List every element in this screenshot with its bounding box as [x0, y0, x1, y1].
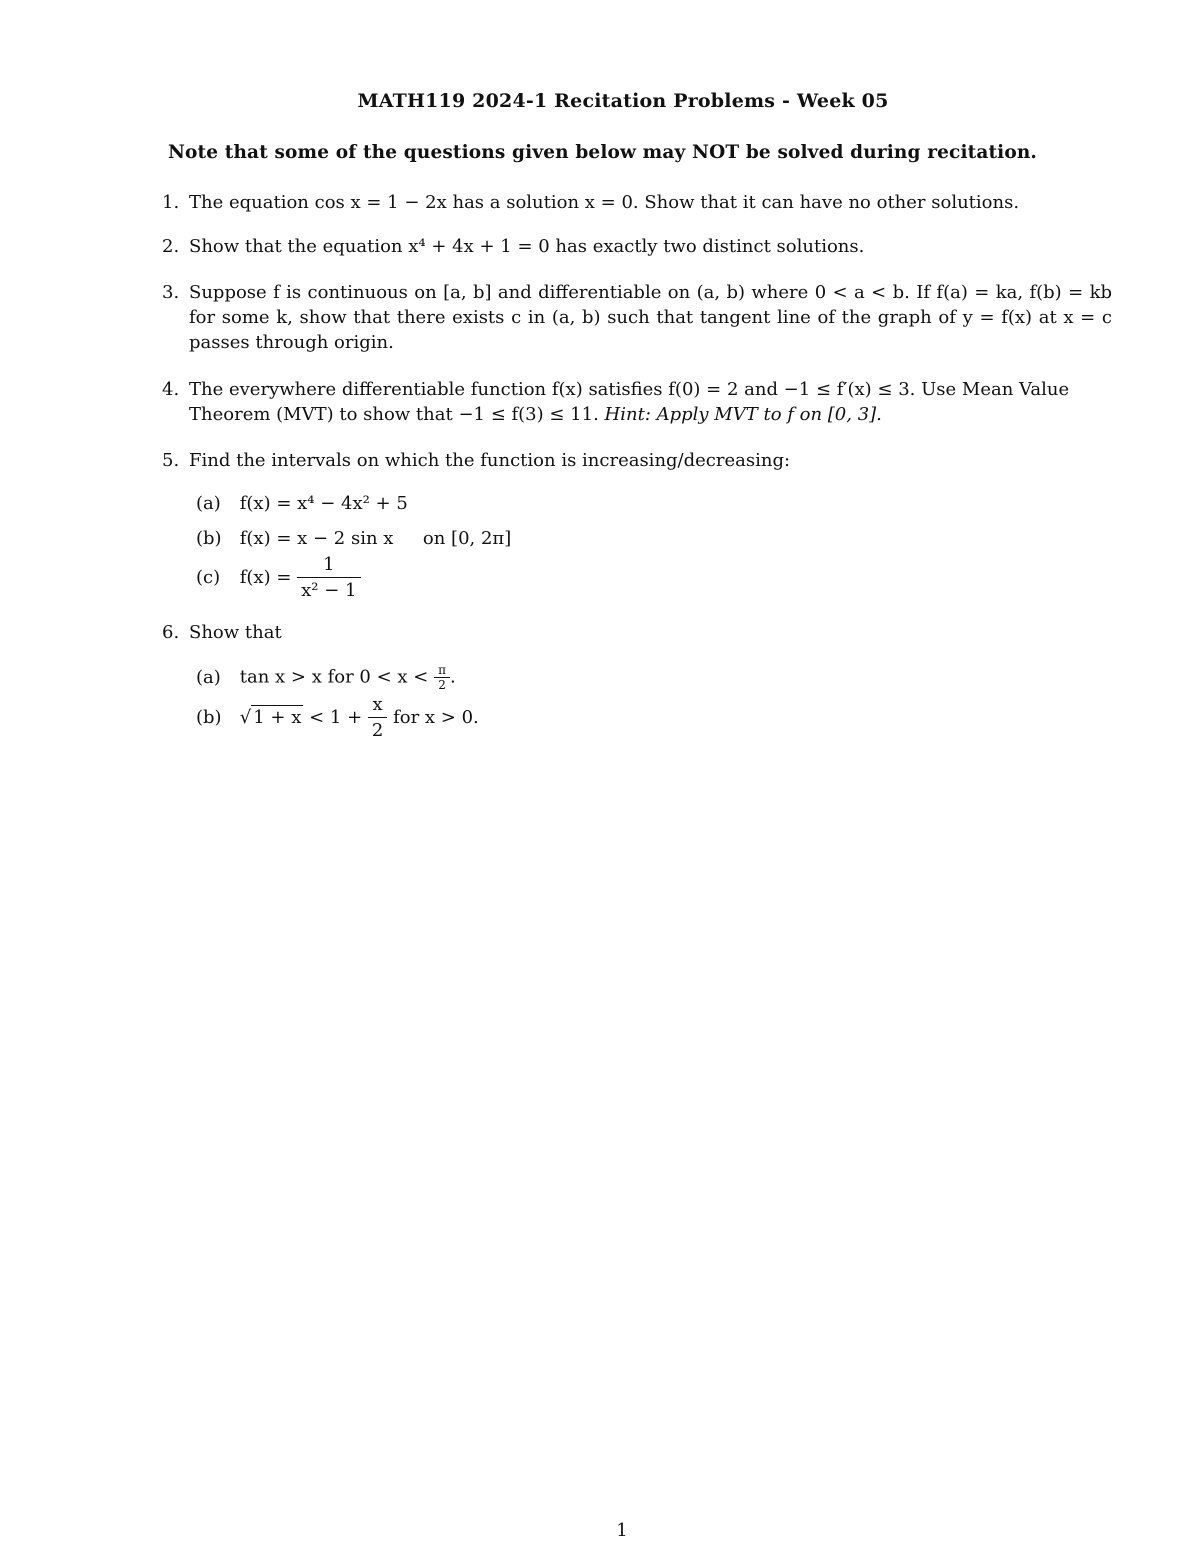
problem-1 — [162, 190, 1112, 215]
problem-number: 6. — [162, 622, 180, 643]
denominator: 2 — [368, 717, 387, 740]
problem-4 — [162, 377, 1112, 427]
problem-number: 2. — [162, 236, 180, 257]
problem-text: Find the intervals on which the function is increasing/decreasing: — [189, 450, 791, 471]
part-domain: on [0, 2π] — [422, 528, 512, 549]
problem-3 — [162, 280, 1112, 355]
problem-number: 3. — [162, 282, 180, 303]
problem-5b — [196, 526, 511, 551]
problem-text: The equation cos x = 1 − 2x has a solution x = 0. Show that it can have no other solutions. — [189, 192, 1020, 213]
problem-6 — [162, 620, 1112, 645]
denominator: 2 — [434, 677, 450, 691]
problem-text: Suppose f is continuous on [a, b] and differentiable on (a, b) where 0 < a < b. If f(a) = ka, f(b) = kb for some k, show that there exists c in (a, b) such that tangent line of the graph of y = f(x) at x = c passes through origin. — [189, 282, 1112, 353]
part-label: (a) — [196, 493, 221, 514]
part-expression: tan x > x for 0 < x < — [239, 666, 429, 688]
part-label: (c) — [196, 567, 221, 588]
problem-5 — [162, 448, 1112, 473]
part-label: (a) — [196, 666, 221, 688]
fraction — [434, 664, 450, 691]
problem-hint: Hint: Apply MVT to f on [0, 3]. — [604, 404, 882, 425]
denominator: x² − 1 — [297, 577, 360, 600]
problem-6a — [196, 664, 456, 691]
problem-2 — [162, 234, 1112, 259]
part-expression: < 1 + — [309, 707, 363, 728]
part-label: (b) — [196, 707, 222, 728]
part-tail: . — [449, 666, 456, 688]
page-number: 1 — [616, 1520, 628, 1541]
part-label: (b) — [196, 528, 222, 549]
problem-text — [189, 377, 1112, 427]
problem-number: 5. — [162, 450, 180, 471]
part-lhs: f(x) = — [239, 567, 292, 588]
sqrt-icon: √ — [239, 707, 252, 728]
part-expression: f(x) = x⁴ − 4x² + 5 — [239, 493, 408, 514]
recitation-note: Note that some of the questions given below may NOT be solved during recitation. — [168, 142, 1038, 163]
numerator: 1 — [323, 554, 335, 575]
numerator: π — [438, 663, 446, 677]
problem-text: Show that the equation x⁴ + 4x + 1 = 0 has exactly two distinct solutions. — [189, 236, 865, 257]
part-tail: for x > 0. — [393, 707, 479, 728]
problem-6b — [196, 696, 479, 740]
problem-5c — [196, 556, 361, 600]
fraction — [297, 556, 360, 600]
problem-text: Show that — [189, 622, 282, 643]
fraction — [368, 696, 387, 740]
problem-5a — [196, 491, 408, 516]
page-title: MATH119 2024-1 Recitation Problems - Week 05 — [357, 90, 889, 112]
part-expression: f(x) = x − 2 sin x — [239, 528, 394, 549]
radicand: 1 + x — [253, 707, 302, 728]
problem-number: 1. — [162, 192, 180, 213]
problem-statement: The everywhere differentiable function f(x) satisfies f(0) = 2 and −1 ≤ f′(x) ≤ 3. Use Mean Value Theorem (MVT) to show that −1 ≤ f(3) ≤ 11. — [189, 379, 1070, 425]
numerator: x — [372, 694, 383, 715]
problem-number: 4. — [162, 379, 180, 400]
